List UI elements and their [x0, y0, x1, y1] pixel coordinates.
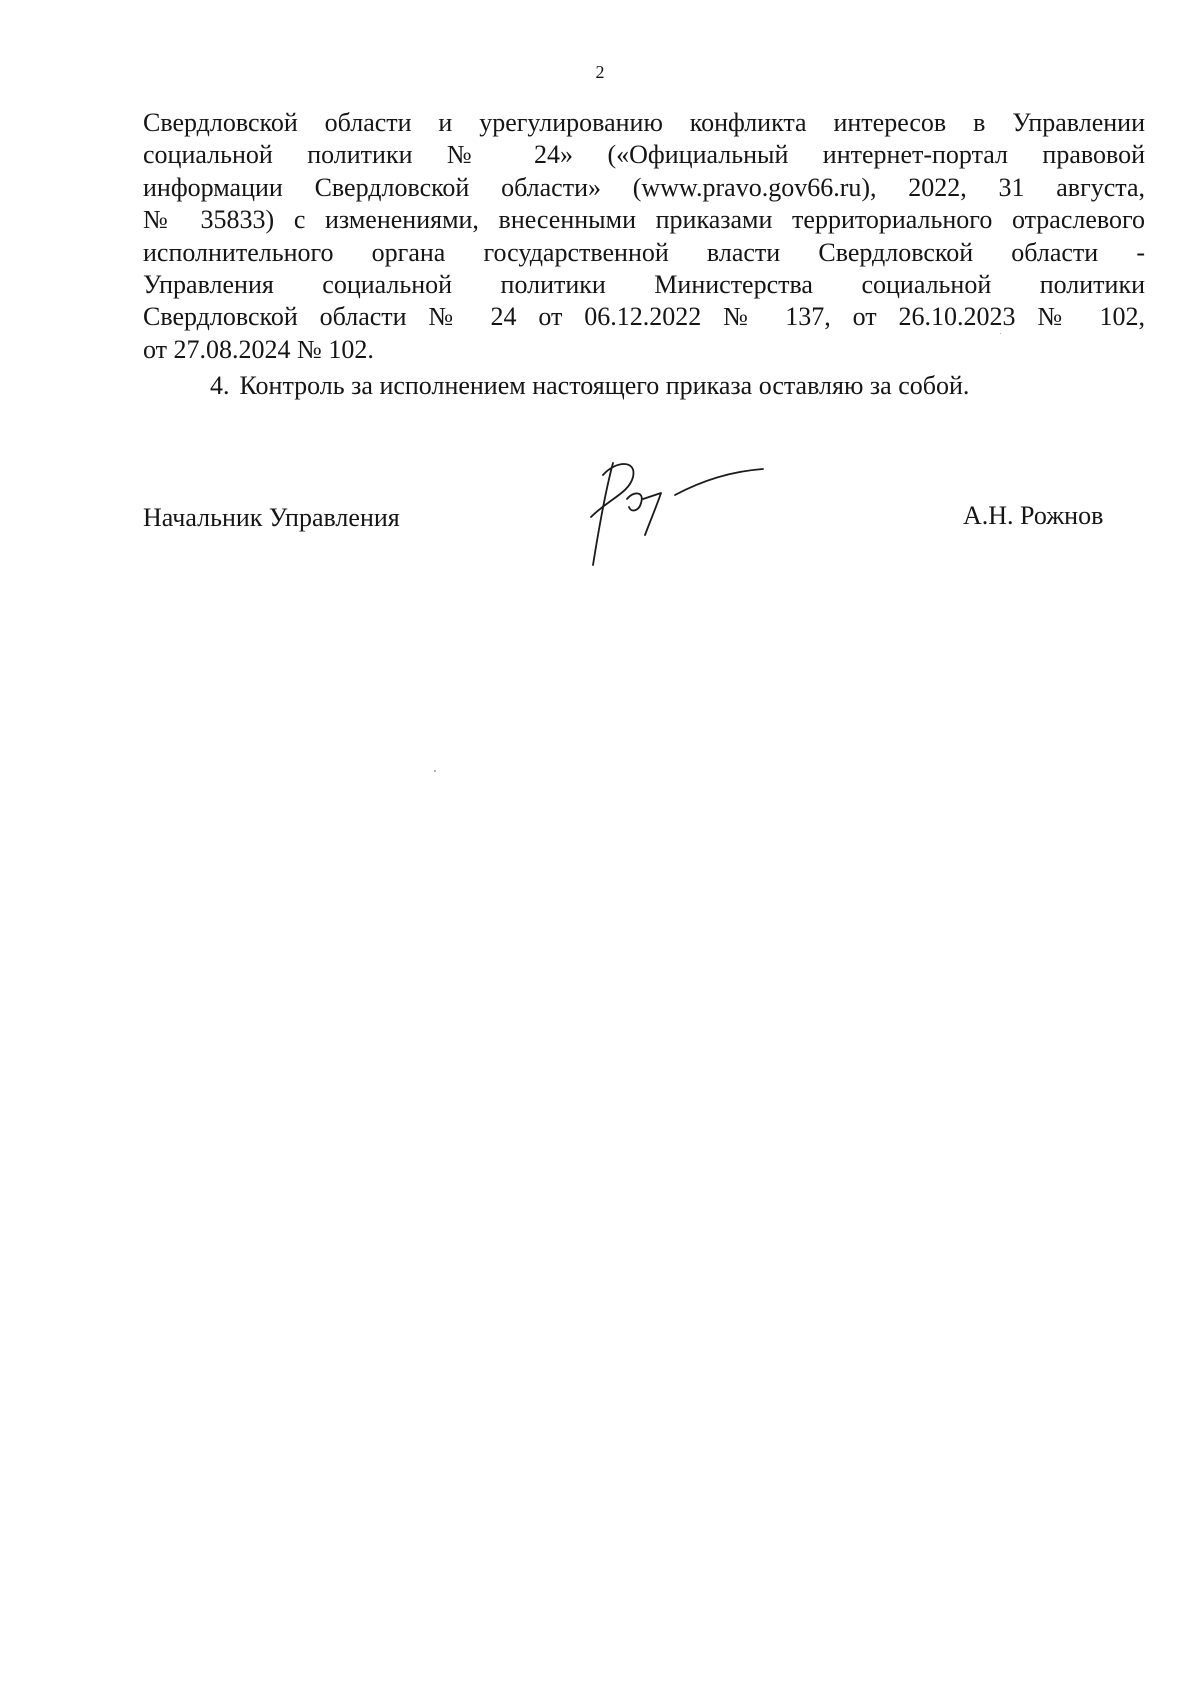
body-line: Свердловской области и урегулированию конфликта интересов в Управлении [143, 108, 1145, 137]
body-line: исполнительного органа государственной власти Свердловской области - [143, 237, 1145, 267]
page-number: 2 [595, 62, 605, 82]
handwritten-signature [585, 455, 785, 570]
clause-number: 4. [210, 371, 230, 400]
body-line: Управления социальной политики Министерства социальной политики [143, 270, 1145, 300]
scan-speck [434, 770, 436, 772]
body-line: Свердловской области № 24 от 06.12.2022 № 137, от 26.10.2023 № 102, [143, 302, 1145, 332]
body-line: социальной политики № 24» («Официальный интернет-портал правовой [143, 140, 1145, 170]
body-line: от 27.08.2024 № 102. [143, 334, 374, 364]
body-line: информации Свердловской области» (www.pravo.gov66.ru), 2022, 31 августа, [143, 172, 1145, 202]
scan-speck [1000, 333, 1001, 334]
body-paragraph [143, 107, 1145, 366]
clause-4 [210, 370, 1110, 402]
clause-text: Контроль за исполнением настоящего приказа оставляю за собой. [239, 371, 970, 400]
signatory-position: Начальник Управления [143, 503, 400, 532]
body-line: № 35833) с изменениями, внесенными приказами территориального отраслевого [143, 205, 1145, 235]
signatory-name: А.Н. Рожнов [963, 501, 1104, 530]
